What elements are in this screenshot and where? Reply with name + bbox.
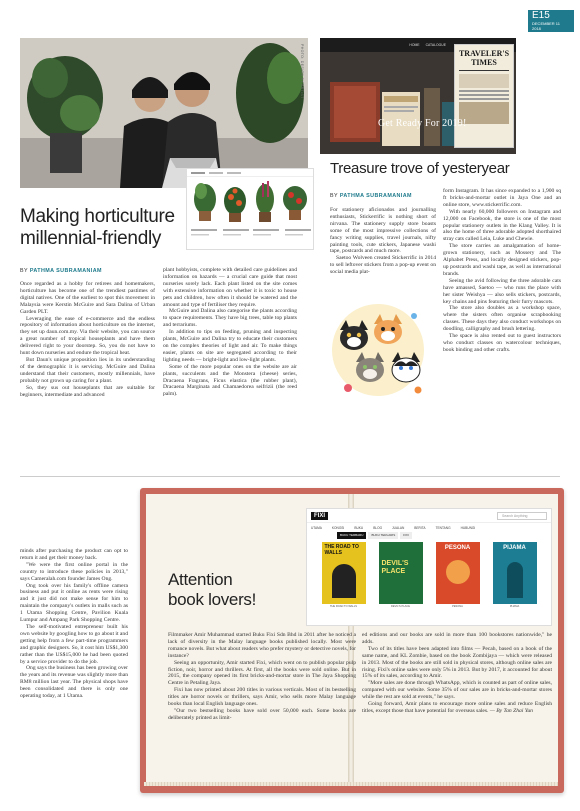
fixi-nav-item[interactable]: TENTANG bbox=[435, 525, 451, 530]
cat-stickers-photo bbox=[318, 290, 438, 410]
fixi-nav-item[interactable]: UTAMA bbox=[311, 525, 322, 530]
book-cover-title: PESONA bbox=[444, 545, 471, 551]
paragraph: Ong says the business has been growing over the years and its revenue was slightly more than RM8 million last year. The physical shops have been consolidated and there is only one operating today, at 1 Utama. bbox=[20, 665, 128, 700]
paragraph: Ong took over his family's offline camera business and put it online as rents were rising and it just did not make sense for him to maintain the company's outlets in malls such as 1 Utama Shopping Centre, Pavilion Kuala Lumpur and Ampang Park Shopping Centre. bbox=[20, 582, 128, 624]
banner-text: Get Ready For 2019! bbox=[378, 118, 467, 129]
paragraph: Filmmaker Amir Muhammad started Buku Fixi Sdn Bhd in 2011 after he noticed a lack of diversity in the Malay language books published locally. Most were romance novels. But what about readers who prefer mystery or detective novels, for instance? bbox=[168, 632, 356, 659]
fixi-book-grid bbox=[307, 539, 551, 608]
paragraph: "Our two bestselling books have sold over 50,000 each. Some books are deliberately printed as limit- bbox=[168, 707, 356, 721]
book-item[interactable] bbox=[322, 542, 366, 608]
book-caption: DEVIL'S PLACE bbox=[391, 605, 410, 608]
paragraph: Saetoo Wolveen created Stickerrific in 2014 to sell leftover stickers from a pop-up event on social media plat- bbox=[330, 255, 436, 276]
stationery-col2 bbox=[443, 188, 561, 354]
paragraph: So, they sus out houseplants that are suitable for beginners, intermediate and advanced bbox=[20, 384, 155, 398]
sign-off: — By Tan Zhai Yun bbox=[489, 707, 533, 714]
daun-website-screenshot bbox=[186, 168, 314, 250]
stickerrific-website-screenshot bbox=[320, 38, 516, 154]
daun-nav bbox=[187, 169, 313, 177]
folio-date: DECEMBER 11 bbox=[532, 21, 560, 26]
founders-photo bbox=[20, 38, 308, 188]
book-cover-title: THE ROAD TO WALLS bbox=[324, 544, 359, 556]
byline-prefix: BY bbox=[330, 193, 338, 199]
book-cover-title: DEVIL'S PLACE bbox=[381, 560, 409, 575]
horticulture-headline-line1: Making horticulture bbox=[20, 206, 175, 227]
book-caption: THE ROAD TO WALLS bbox=[329, 605, 358, 608]
folio-page: E15 bbox=[532, 10, 550, 21]
fixi-tab[interactable]: FIXI bbox=[400, 532, 412, 539]
paragraph: minds after purchasing the product can opt to return it and get their money back. bbox=[20, 548, 128, 561]
book-page-edges bbox=[144, 782, 558, 786]
paragraph: The self-motivated entrepreneur built his own website by googling how to go about it and getting help from a few part-time programmers and graphic designers. So, it cost him US$1,300 rather than the US$15,000 he had been quoted by a service provider to do the job. bbox=[20, 623, 128, 665]
horticulture-headline bbox=[20, 206, 190, 250]
paragraph: Some of the more popular ones on the website are air plants, succulents and the Monstera (cheese) series, Dracaena Fragrans, Ficus elastica (the rubber plant), Dracaena Marginata and Chamaedorea seifrizii (the reed palm). bbox=[163, 363, 297, 398]
magazine-cover bbox=[454, 44, 514, 148]
fixi-nav-item[interactable]: KONGSI bbox=[331, 525, 345, 530]
paragraph: The store carries an amalgamation of home-grown stationery, such as Mossery and The Alphabet Press, and locally designed stickers, pop-up postcards and washi tape, as well as international brands. bbox=[443, 243, 561, 277]
nav-item[interactable]: CATALOGUE bbox=[425, 43, 446, 47]
paragraph: But Daun's unique proposition lies in its understanding of the demographic it is servicing. McGuire and Dalina understand that their customers, mostly millennials, have probably not grown up caring for a plant. bbox=[20, 356, 155, 384]
paragraph: ed editions and our books are sold in more than 100 bookstores nationwide," he adds. bbox=[362, 632, 552, 645]
paragraph: The store also doubles as a workshop space, where the sisters often organise scrapbooking classes. These days they also conduct workshops on doodling, calligraphy and brush lettering. bbox=[443, 305, 561, 333]
founders-photo-art bbox=[20, 38, 308, 188]
paragraph: Fixi has now printed about 200 titles in various verticals. Most of its bestselling titles are horror novels or thrillers, says Amir, who sells more Malay language books than local English language ones. bbox=[168, 687, 356, 708]
horticulture-headline-line2: millennial-friendly bbox=[20, 228, 162, 249]
fixi-header bbox=[307, 509, 551, 523]
paragraph: Seeing the avid following the three adorable cats have amassed, Saetoo — who runs the place with her sister Weishya — also sells stickers, postcards, key chains and pins featuring their furry mascots. bbox=[443, 277, 561, 305]
daun-plants-art bbox=[187, 177, 314, 250]
paragraph: The space is also rented out to guest instructors who conduct classes on watercolour techniques, book binding and other crafts. bbox=[443, 333, 561, 353]
fixi-nav-item[interactable]: HUBUNGI bbox=[460, 525, 476, 530]
book-caption: PESONA bbox=[452, 605, 463, 608]
fixi-nav-item[interactable]: BERITA bbox=[414, 525, 426, 530]
cameralah-column bbox=[20, 548, 128, 700]
stationery-col1 bbox=[330, 207, 436, 276]
fixi-headline-line2: book lovers! bbox=[168, 590, 257, 609]
byline-name: PATHMA SUBRAMANIAM bbox=[29, 268, 102, 274]
folio-year: 2018 bbox=[532, 26, 541, 31]
paragraph: form Instagram. It has since expanded to a 1,900 sq ft bricks-and-mortar outlet in Jaya One and an online store, www.stickerrific.com. bbox=[443, 188, 561, 208]
paragraph: Once regarded as a hobby for retirees and homemakers, horticulture has become one of the trendiest pastimes of digital natives. One of the earliest to spot this movement in Malaysia were Kerstin McGuire and Sara Dalina of Urban Garden PLT. bbox=[20, 281, 155, 315]
book-cover-2 bbox=[379, 542, 423, 604]
horticulture-col2 bbox=[163, 267, 297, 398]
nav-item[interactable]: HOME bbox=[409, 43, 420, 47]
fixi-headline-line1: Attention bbox=[168, 570, 233, 589]
paragraph: "We were the first online portal in the country to introduce these policies in 2013," says Cameralah.com founder James Ong. bbox=[20, 561, 128, 582]
fixi-logo[interactable]: FIXI bbox=[311, 512, 328, 520]
cat-stickers-art bbox=[318, 290, 438, 410]
magazine-title: TRAVELER'S TIMES bbox=[458, 49, 510, 67]
paragraph: In addition to tips on feeding, pruning and inspecting plants, McGuire and Dalina try to educate their customers on the complex theories of light and air. To make things easier, plants on site are segregated according to their lighting needs — bright-light and low-light plants. bbox=[163, 329, 297, 363]
book-item[interactable] bbox=[379, 542, 423, 608]
photo-credit: PHOTO: DESIGN BY ARTIST bbox=[300, 44, 304, 99]
paragraph: Leveraging the ease of e-commerce and the endless repository of information about horticulture on the internet, they set up daun.com.my. Via their website, you can source a great number of tropical houseplants and have them delivered right to your doorstep. So, you do not have to hunt down nurseries and endure the tropical heat. bbox=[20, 315, 155, 357]
book-item[interactable] bbox=[436, 542, 480, 608]
paragraph-text: Going forward, Amir plans to encourage more online sales and reduce English titles, except those that have potential for overseas sales. bbox=[362, 701, 552, 714]
fixi-col1 bbox=[168, 632, 356, 722]
byline-name: PATHMA SUBRAMANIAM bbox=[339, 193, 412, 199]
paragraph: For stationery aficionados and journalling enthusiasts, Stickerrific is nothing short of nirvana. The stationery supply store boasts some of the most impressive collections of fancy writing supplies, travel journals, nifty painting tools, cute stickers, Japanese washi tape, postcards and much more. bbox=[330, 207, 436, 255]
paragraph: Two of its titles have been adapted into films — Pecah, based on a book of the same name, and KL Zombie, based on the book Zombijaya — which were released in 2013. Most of the books are still sold in physical stores, although online sales are rising. Fixi's online sales were only 5% in 2013. But by 2017, it accounted for about 15% of its sales, according to Amir. bbox=[362, 645, 552, 680]
section-divider bbox=[20, 476, 560, 477]
folio bbox=[528, 10, 574, 32]
paragraph bbox=[362, 701, 552, 715]
book-caption: PIJAMA bbox=[509, 605, 520, 608]
horticulture-col1 bbox=[20, 281, 155, 398]
fixi-nav-item[interactable]: BUKU bbox=[354, 525, 364, 530]
fixi-search-input[interactable]: Search Anything bbox=[497, 512, 547, 520]
fixi-website-screenshot bbox=[306, 508, 552, 626]
paragraph: "More sales are done through WhatsApp, which is counted as part of online sales, compared with our website. Some 35% of our sales are in bricks-and-mortar stores while the rest are sold at events," he says. bbox=[362, 680, 552, 701]
fixi-nav bbox=[307, 523, 551, 532]
book-cover-1 bbox=[322, 542, 366, 604]
paragraph: McGuire and Dalina also categorise the plants according to space requirements. They have big trees, table top plants and terrariums. bbox=[163, 308, 297, 329]
fixi-tab[interactable]: BUKU TERLARIS bbox=[368, 532, 398, 539]
horticulture-byline bbox=[20, 268, 102, 274]
stationery-byline bbox=[330, 193, 412, 199]
paragraph: With nearly 60,000 followers on Instagram and 12,000 on Facebook, the store is one of the most popular stationery outlets in the Klang Valley. It is also the home of three adorable adopted shorthaired stray cats called Leia, Luke and Chewie. bbox=[443, 208, 561, 243]
fixi-nav-item[interactable]: BLOG bbox=[373, 525, 383, 530]
paragraph: plant hobbyists, complete with detailed care guidelines and information on hazards — a crucial care guide that most nurseries sorely lack. Each plant listed on the site comes with extensive information on whether it is toxic to house pets and children, how often it should be watered and the amount and type of fertiliser they require. bbox=[163, 267, 297, 308]
book-cover-4 bbox=[493, 542, 537, 604]
fixi-headline bbox=[168, 570, 308, 610]
book-cover-3 bbox=[436, 542, 480, 604]
fixi-tab[interactable]: BUKU TERBARU bbox=[337, 532, 366, 539]
paragraph: Seeing an opportunity, Amir started Fixi, which went on to publish popular pulp fiction, noir, horror and thrillers. At first, all the books were sold online. But in 2015, the company opened its first bricks-and-mortar store in The Jaya Shopping Centre in Petaling Jaya. bbox=[168, 659, 356, 687]
fixi-tabs bbox=[307, 532, 551, 539]
book-cover-title: PIJAMA bbox=[503, 545, 526, 551]
book-item[interactable] bbox=[493, 542, 537, 608]
fixi-nav-item[interactable]: JUALAN bbox=[392, 525, 405, 530]
stationery-headline: Treasure trove of yesteryear bbox=[330, 160, 510, 177]
fixi-col2 bbox=[362, 632, 552, 715]
byline-prefix: BY bbox=[20, 268, 28, 274]
